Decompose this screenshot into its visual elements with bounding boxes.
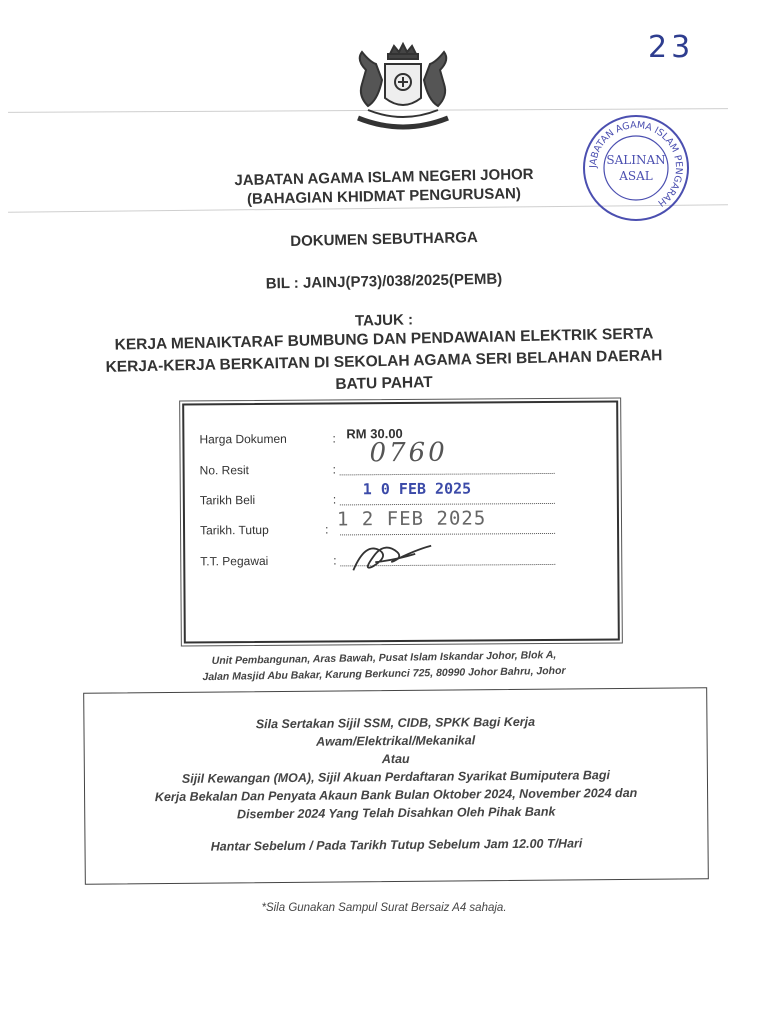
colon: : [332,462,337,477]
label-no-resit: No. Resit [199,463,250,478]
title-line3: BATU PAHAT [335,373,433,394]
dotted-line [340,473,555,476]
req-deadline: Hantar Sebelum / Pada Tarikh Tutup Sebelum Jam 12.00 T/Hari [210,836,583,854]
title-label: TAJUK : [354,311,414,330]
req-line5: Kerja Bekalan Dan Penyata Akaun Bank Bulan Oktober 2024, November 2024 dan [154,785,638,805]
label-tt-pegawai: T.T. Pegawai [200,553,269,569]
stamp-center-line2: ASAL [619,169,653,183]
label-harga-dokumen: Harga Dokumen [199,431,287,447]
page-number: 23 [648,30,695,65]
address-line1: Unit Pembangunan, Aras Bawah, Pusat Islam Iskandar Johor, Blok A, [211,648,557,668]
stamp-ring-text: JABATAN AGAMA ISLAM PENGARAH [587,119,685,209]
req-line4: Sijil Kewangan (MOA), Sijil Akuan Perdaftaran Syarikat Bumiputera Bagi [181,768,611,786]
title-line2: KERJA-KERJA BERKAITAN DI SEKOLAH AGAMA SERI BELAHAN DAERAH [105,347,663,376]
requirements-box [83,687,709,884]
document-type: DOKUMEN SEBUTHARGA [290,229,478,250]
reference-number: BIL : JAINJ(P73)/038/2025(PEMB) [265,270,503,293]
value-tarikh-beli: 1 0 FEB 2025 [362,479,472,499]
colon: : [325,522,329,537]
req-line3: Atau [381,751,410,767]
value-harga-dokumen: RM 30.00 [346,425,403,442]
org-line1: JABATAN AGAMA ISLAM NEGERI JOHOR [234,165,534,190]
officer-signature [345,532,435,578]
colon: : [332,431,336,446]
colon: : [333,553,337,568]
envelope-note: *Sila Gunakan Sampul Surat Bersaiz A4 sahaja. [261,902,507,914]
johor-crest-emblem [338,40,468,140]
document-info-box [182,400,620,643]
dotted-line [340,503,555,506]
req-line1: Sila Sertakan Sijil SSM, CIDB, SPKK Bagi Kerja [255,714,536,732]
title-line1: KERJA MENAIKTARAF BUMBUNG DAN PENDAWAIAN ELEKTRIK SERTA [114,325,654,354]
label-tarikh-beli: Tarikh Beli [199,493,256,508]
value-tarikh-tutup: 1 2 FEB 2025 [336,507,487,531]
colon: : [332,492,337,507]
label-tarikh-tutup: Tarikh. Tutup [200,522,269,538]
stamp-center-line1: SALINAN [606,153,666,167]
req-line6: Disember 2024 Yang Telah Disahkan Oleh Pihak Bank [236,804,556,822]
value-no-resit: 0760 [369,437,448,469]
req-line2: Awam/Elektrikal/Mekanikal [315,733,476,749]
org-line2: (BAHAGIAN KHIDMAT PENGURUSAN) [246,185,522,208]
address-line2: Jalan Masjid Abu Bakar, Karung Berkunci 725, 80990 Johor Bahru, Johor [202,664,566,684]
